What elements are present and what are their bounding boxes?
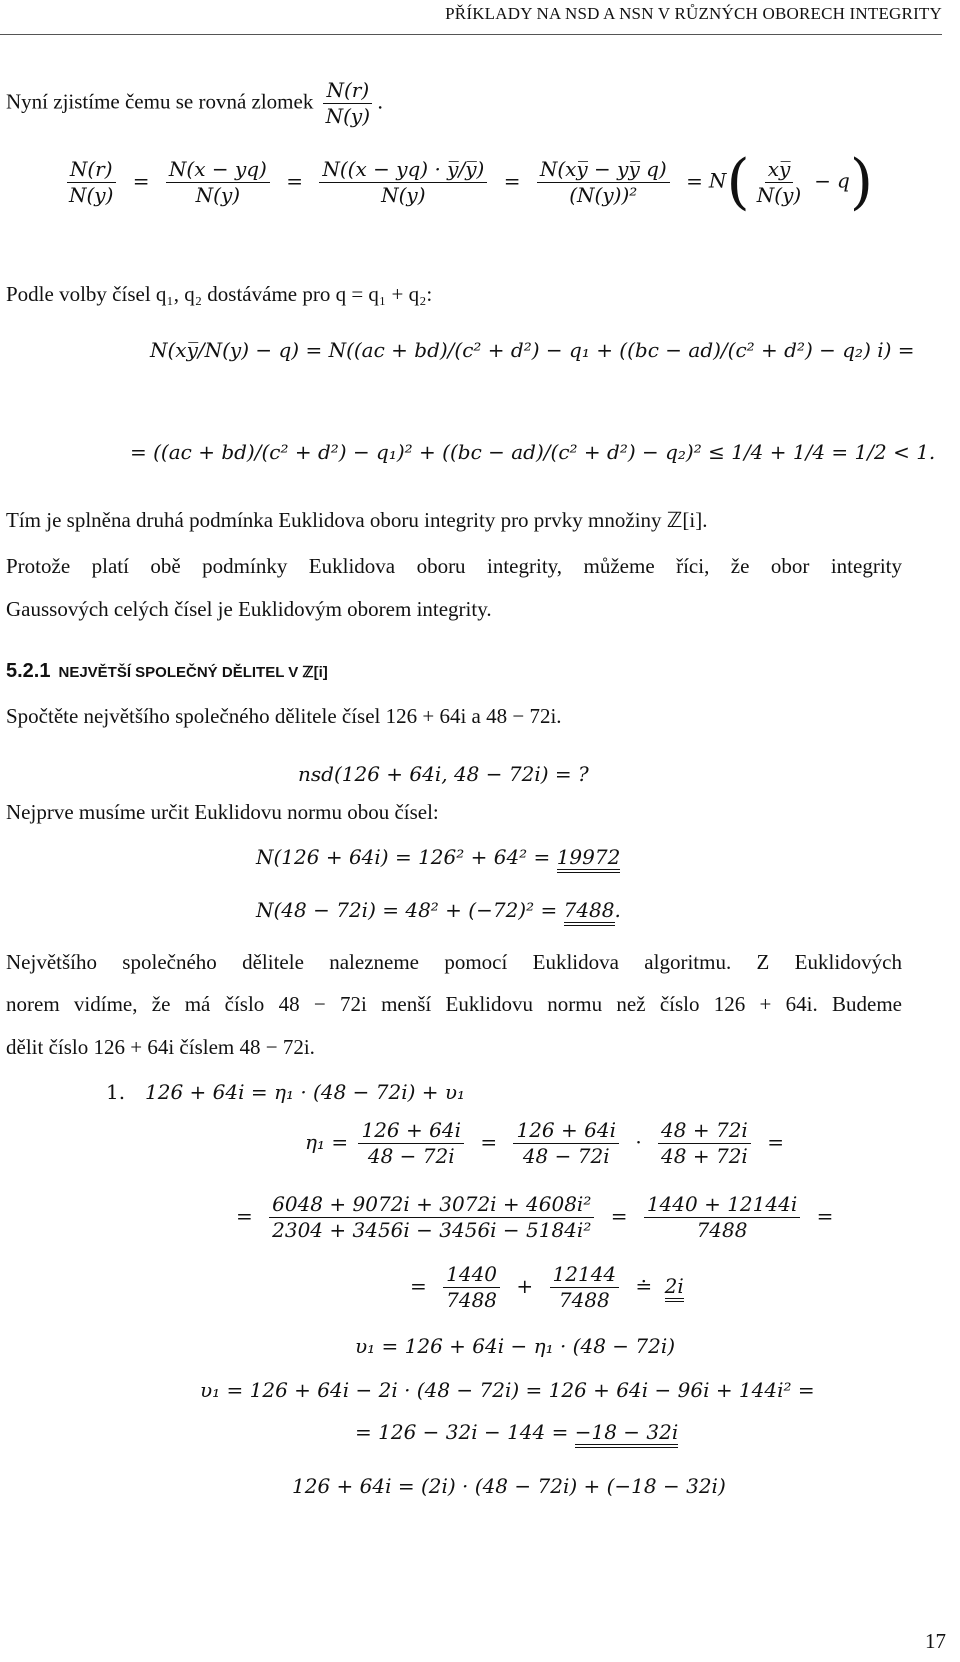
choice-line: Podle volby čísel q₁, q₂ dostáváme pro q = q₁ + q₂:: [6, 282, 433, 306]
intro-fraction-num: N(r): [323, 78, 372, 104]
eq6-lhs: N(48 − 72i) = 48² + (−72)² =: [256, 898, 564, 922]
equation-quotient-expand: = $\frac{\text{6048 + 9072i + 3072i + 4608i²}}{\text{2304 + 3456i − 3456i − 5184i²}}$ = $\frac{1440 + 12144i}{7488}$ =: [236, 1192, 834, 1242]
step-label: 1.: [106, 1080, 126, 1104]
eq8-f2-den: 48 − 72i: [522, 1144, 610, 1168]
paragraph-both-conditions-1: Protože platí obě podmínky Euklidova oboru integrity, můžeme říci, že obor integrity: [6, 554, 902, 578]
eq8-f1-den: 48 − 72i: [367, 1144, 455, 1168]
eq10-f2-num: 12144: [550, 1262, 620, 1288]
eq1-d-den: (N(y))²: [569, 182, 638, 207]
eq1-a-den: N(y): [69, 182, 114, 207]
eq10-f1-num: 1440: [443, 1262, 500, 1288]
eq1-c-num: N((x − yq) · y̅/y̅): [319, 157, 487, 183]
intro-fraction: [323, 78, 373, 129]
eq5-lhs: N(126 + 64i) = 126² + 64² =: [256, 845, 557, 869]
equation-remainder-calc: υ₁ = 126 + 64i − 2i · (48 − 72i) = 126 + 64i − 96i + 144i² =: [200, 1378, 815, 1402]
equation-norm-ratio: $\frac{N(r)}{N(y)}$ = $\frac{N(x - yq)}{N(y)}$ = $\frac{N((x - yq) \cdot y̅/y̅)}{N(y)}$ = $\frac{N(xy̅ - yy̅ q)}{\text{(N(y))²}}$ = N( $\frac{xy̅}{N(y)}$ − q): [62, 152, 873, 212]
equation-gcd-goal: nsd(126 + 64i, 48 − 72i) = ?: [298, 762, 589, 786]
equation-division-result: 126 + 64i = (2i) · (48 − 72i) + (−18 − 32i): [292, 1474, 726, 1498]
task-statement: Spočtěte největšího společného dělitele čísel 126 + 64i a 48 − 72i.: [6, 704, 562, 728]
section-title: NEJVĚTŠÍ SPOLEČNÝ DĚLITEL V ℤ[i]: [58, 664, 328, 681]
equation-norm-expand: N(xy̅/N(y) − q) = N((ac + bd)/(c² + d²) − q₁ + ((bc − ad)/(c² + d²) − q₂) i) =: [150, 338, 915, 362]
equation-remainder-result: [355, 1420, 678, 1444]
eq9-f1-num: 6048 + 9072i + 3072i + 4608i²: [269, 1192, 594, 1218]
eq8-f1-num: 126 + 64i: [358, 1118, 464, 1144]
eq1-d-num: N(xy̅ − yy̅ q): [537, 157, 670, 183]
eq13-lhs: = 126 − 32i − 144 =: [355, 1420, 575, 1444]
eq9-f1-den: 2304 + 3456i − 3456i − 5184i²: [272, 1218, 592, 1242]
equation-quotient-round: = $\frac{1440}{7488}$ + $\frac{12144}{7488}$ ≐ 2i: [410, 1262, 684, 1312]
paragraph-algorithm-1: Největšího společného dělitele nalezneme pomocí Euklidova algoritmu. Z Euklidových: [6, 950, 902, 974]
running-header: PŘÍKLADY NA NSD A NSN V RŮZNÝCH OBORECH INTEGRITY: [445, 4, 942, 23]
eq1-e-num: xy̅: [765, 157, 794, 183]
intro-line: Nyní zjistíme čemu se rovná zlomek $\frac{N(r)}{N(y)}$ .: [6, 78, 384, 128]
intro-text: Nyní zjistíme čemu se rovná zlomek: [6, 89, 314, 114]
eq1-b-den: N(y): [195, 182, 241, 207]
eq10-approx: ≐: [635, 1274, 653, 1298]
eq1-a-num: N(r): [67, 157, 116, 183]
equation-remainder-def: υ₁ = 126 + 64i − η₁ · (48 − 72i): [355, 1334, 676, 1358]
equation-quotient: η₁ = $\frac{126 + 64i}{48 - 72i}$ = $\frac{126 + 64i}{48 - 72i}$ · $\frac{48 + 72i}{48 + 72i}$ =: [305, 1118, 784, 1168]
eq10-result: 2i: [665, 1274, 684, 1302]
eq6-end: .: [614, 898, 621, 922]
section-number: 5.2.1: [6, 660, 51, 682]
equation-norm-first: [256, 845, 620, 869]
eq6-value: 7488: [564, 898, 615, 926]
eq8-f3-num: 48 + 72i: [658, 1118, 751, 1144]
eq9-f2-den: 7488: [696, 1218, 748, 1242]
intro-fraction-den: N(y): [325, 104, 370, 128]
equation-norm-second: [256, 898, 621, 922]
equation-norm-bound: = ((ac + bd)/(c² + d²) − q₁)² + ((bc − ad)/(c² + d²) − q₂)² ≤ 1/4 + 1/4 = 1/2 < 1.: [130, 440, 936, 464]
page-number: 17: [925, 1629, 946, 1653]
eq9-f2-num: 1440 + 12144i: [644, 1192, 800, 1218]
section-heading: [6, 660, 328, 683]
header-rule: [0, 34, 942, 35]
paragraph-algorithm-2: norem vidíme, že má číslo 48 − 72i menší Euklidovu normu než číslo 126 + 64i. Budeme: [6, 992, 902, 1016]
equation-division-step: 126 + 64i = η₁ · (48 − 72i) + υ₁: [145, 1080, 466, 1104]
eq8-f3-den: 48 + 72i: [661, 1144, 748, 1168]
eq1-e-den: N(y): [756, 182, 802, 207]
eq10-f1-den: 7488: [446, 1288, 498, 1312]
paragraph-both-conditions-2: Gaussových celých čísel je Euklidovým oborem integrity.: [6, 597, 492, 621]
paragraph-algorithm-3: dělit číslo 126 + 64i číslem 48 − 72i.: [6, 1035, 315, 1059]
eq8-f2-num: 126 + 64i: [513, 1118, 619, 1144]
paragraph-condition: Tím je splněna druhá podmínka Euklidova oboru integrity pro prvky množiny ℤ[i].: [6, 508, 708, 532]
eq8-lhs: η₁ =: [305, 1130, 349, 1154]
eq1-c-den: N(y): [381, 182, 426, 207]
eq1-b-num: N(x − yq): [166, 157, 270, 183]
eq5-value: 19972: [557, 845, 621, 873]
eq13-value: −18 − 32i: [575, 1420, 679, 1448]
paragraph-norms: Nejprve musíme určit Euklidovu normu obou čísel:: [6, 800, 439, 824]
eq10-f2-den: 7488: [558, 1288, 610, 1312]
